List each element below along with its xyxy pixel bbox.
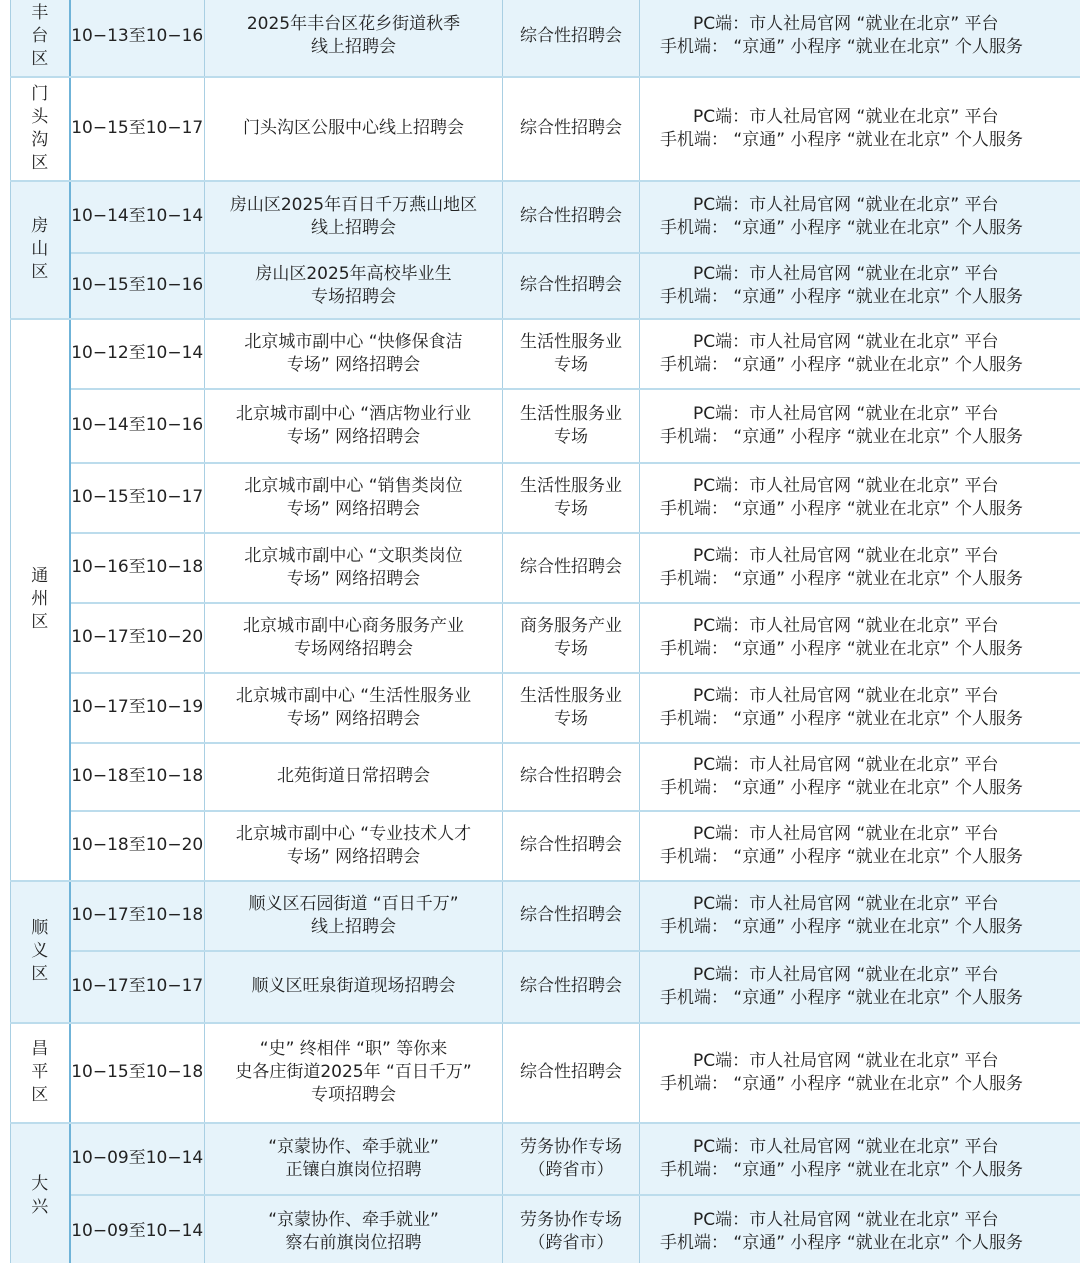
- event-type-cell: 劳务协作专场 （跨省市）: [503, 1123, 640, 1195]
- event-type-cell: 生活性服务业 专场: [503, 463, 640, 533]
- table-row: [11, 1023, 1080, 1123]
- event-name-cell: 顺义区石园街道 “百日千万” 线上招聘会: [205, 881, 503, 951]
- pc-access-text: PC端：市人社局官网 “就业在北京” 平台: [693, 893, 999, 914]
- mobile-access-text: 手机端： “京通” 小程序 “就业在北京” 个人服务: [660, 37, 1023, 58]
- district-cell: 昌 平 区: [11, 1023, 70, 1123]
- event-type-cell: 生活性服务业 专场: [503, 673, 640, 743]
- event-type-cell: 综合性招聘会: [503, 811, 640, 881]
- date-cell: 10−15至10−16: [70, 253, 205, 319]
- access-method-cell: [640, 0, 1080, 77]
- pc-access-text: PC端：市人社局官网 “就业在北京” 平台: [693, 1050, 999, 1071]
- pc-access-text: PC端：市人社局官网 “就业在北京” 平台: [693, 615, 999, 636]
- access-method-cell: [640, 743, 1080, 811]
- date-cell: 10−17至10−17: [70, 951, 205, 1023]
- event-name-cell: 北京城市副中心 “销售类岗位 专场” 网络招聘会: [205, 463, 503, 533]
- pc-access-text: PC端：市人社局官网 “就业在北京” 平台: [693, 263, 999, 284]
- event-name-cell: “京蒙协作、牵手就业” 正镶白旗岗位招聘: [205, 1123, 503, 1195]
- access-method-cell: [640, 181, 1080, 253]
- pc-access-text: PC端：市人社局官网 “就业在北京” 平台: [693, 403, 999, 424]
- event-type-cell: 综合性招聘会: [503, 881, 640, 951]
- mobile-access-text: 手机端： “京通” 小程序 “就业在北京” 个人服务: [660, 129, 1023, 150]
- pc-access-text: PC端：市人社局官网 “就业在北京” 平台: [693, 1136, 999, 1157]
- pc-access-text: PC端：市人社局官网 “就业在北京” 平台: [693, 1209, 999, 1230]
- district-cell: 大 兴: [11, 1123, 70, 1263]
- date-cell: 10−16至10−18: [70, 533, 205, 603]
- event-type-cell: 劳务协作专场 （跨省市）: [503, 1195, 640, 1263]
- access-method-cell: [640, 533, 1080, 603]
- access-method-cell: [640, 463, 1080, 533]
- event-name-cell: 北京城市副中心商务服务产业 专场网络招聘会: [205, 603, 503, 673]
- event-name-cell: 北京城市副中心 “生活性服务业 专场” 网络招聘会: [205, 673, 503, 743]
- event-name-cell: 2025年丰台区花乡街道秋季 线上招聘会: [205, 0, 503, 77]
- pc-access-text: PC端：市人社局官网 “就业在北京” 平台: [693, 545, 999, 566]
- event-type-cell: 综合性招聘会: [503, 743, 640, 811]
- date-cell: 10−09至10−14: [70, 1123, 205, 1195]
- table-row: [11, 951, 1080, 1023]
- mobile-access-text: 手机端： “京通” 小程序 “就业在北京” 个人服务: [660, 1232, 1023, 1253]
- access-method-cell: [640, 1123, 1080, 1195]
- access-method-cell: [640, 389, 1080, 463]
- event-name-cell: 房山区2025年高校毕业生 专场招聘会: [205, 253, 503, 319]
- access-method-cell: [640, 951, 1080, 1023]
- district-cell: 门 头 沟 区: [11, 77, 70, 181]
- pc-access-text: PC端：市人社局官网 “就业在北京” 平台: [693, 964, 999, 985]
- event-name-cell: 北京城市副中心 “酒店物业行业 专场” 网络招聘会: [205, 389, 503, 463]
- mobile-access-text: 手机端： “京通” 小程序 “就业在北京” 个人服务: [660, 638, 1023, 659]
- district-cell: 房 山 区: [11, 181, 70, 319]
- event-type-cell: 综合性招聘会: [503, 181, 640, 253]
- access-method-cell: [640, 811, 1080, 881]
- event-type-cell: 综合性招聘会: [503, 951, 640, 1023]
- event-type-cell: 综合性招聘会: [503, 0, 640, 77]
- event-name-cell: 北京城市副中心 “专业技术人才 专场” 网络招聘会: [205, 811, 503, 881]
- job-fair-schedule-table: [10, 0, 1080, 1263]
- district-cell: 通 州 区: [11, 319, 70, 881]
- mobile-access-text: 手机端： “京通” 小程序 “就业在北京” 个人服务: [660, 987, 1023, 1008]
- event-name-cell: 门头沟区公服中心线上招聘会: [205, 77, 503, 181]
- date-cell: 10−15至10−18: [70, 1023, 205, 1123]
- mobile-access-text: 手机端： “京通” 小程序 “就业在北京” 个人服务: [660, 1159, 1023, 1180]
- mobile-access-text: 手机端： “京通” 小程序 “就业在北京” 个人服务: [660, 1073, 1023, 1094]
- table-row: [11, 743, 1080, 811]
- event-type-cell: 生活性服务业 专场: [503, 389, 640, 463]
- event-type-cell: 商务服务产业 专场: [503, 603, 640, 673]
- event-name-cell: 房山区2025年百日千万燕山地区 线上招聘会: [205, 181, 503, 253]
- pc-access-text: PC端：市人社局官网 “就业在北京” 平台: [693, 685, 999, 706]
- date-cell: 10−13至10−16: [70, 0, 205, 77]
- table-row: [11, 319, 1080, 389]
- mobile-access-text: 手机端： “京通” 小程序 “就业在北京” 个人服务: [660, 708, 1023, 729]
- table-row: [11, 0, 1080, 77]
- event-type-cell: 综合性招聘会: [503, 533, 640, 603]
- event-name-cell: 北京城市副中心 “快修保食洁 专场” 网络招聘会: [205, 319, 503, 389]
- table-row: [11, 603, 1080, 673]
- table-row: [11, 533, 1080, 603]
- mobile-access-text: 手机端： “京通” 小程序 “就业在北京” 个人服务: [660, 846, 1023, 867]
- event-name-cell: 顺义区旺泉街道现场招聘会: [205, 951, 503, 1023]
- district-cell: 丰 台 区: [11, 0, 70, 77]
- table-row: [11, 389, 1080, 463]
- date-cell: 10−18至10−18: [70, 743, 205, 811]
- event-name-cell: “史” 终相伴 “职” 等你来 史各庄街道2025年 “百日千万” 专项招聘会: [205, 1023, 503, 1123]
- date-cell: 10−18至10−20: [70, 811, 205, 881]
- district-cell: 顺 义 区: [11, 881, 70, 1023]
- pc-access-text: PC端：市人社局官网 “就业在北京” 平台: [693, 823, 999, 844]
- date-cell: 10−15至10−17: [70, 463, 205, 533]
- mobile-access-text: 手机端： “京通” 小程序 “就业在北京” 个人服务: [660, 354, 1023, 375]
- table-body: [11, 0, 1080, 1263]
- table-row: [11, 253, 1080, 319]
- access-method-cell: [640, 77, 1080, 181]
- event-name-cell: 北苑街道日常招聘会: [205, 743, 503, 811]
- date-cell: 10−17至10−18: [70, 881, 205, 951]
- pc-access-text: PC端：市人社局官网 “就业在北京” 平台: [693, 754, 999, 775]
- pc-access-text: PC端：市人社局官网 “就业在北京” 平台: [693, 194, 999, 215]
- access-method-cell: [640, 253, 1080, 319]
- table-row: [11, 811, 1080, 881]
- event-name-cell: 北京城市副中心 “文职类岗位 专场” 网络招聘会: [205, 533, 503, 603]
- pc-access-text: PC端：市人社局官网 “就业在北京” 平台: [693, 106, 999, 127]
- pc-access-text: PC端：市人社局官网 “就业在北京” 平台: [693, 475, 999, 496]
- mobile-access-text: 手机端： “京通” 小程序 “就业在北京” 个人服务: [660, 498, 1023, 519]
- date-cell: 10−17至10−20: [70, 603, 205, 673]
- event-type-cell: 生活性服务业 专场: [503, 319, 640, 389]
- date-cell: 10−17至10−19: [70, 673, 205, 743]
- pc-access-text: PC端：市人社局官网 “就业在北京” 平台: [693, 331, 999, 352]
- access-method-cell: [640, 603, 1080, 673]
- table-row: [11, 463, 1080, 533]
- event-type-cell: 综合性招聘会: [503, 253, 640, 319]
- pc-access-text: PC端：市人社局官网 “就业在北京” 平台: [693, 14, 999, 35]
- table-row: [11, 181, 1080, 253]
- event-type-cell: 综合性招聘会: [503, 77, 640, 181]
- access-method-cell: [640, 881, 1080, 951]
- table-row: [11, 1195, 1080, 1263]
- date-cell: 10−15至10−17: [70, 77, 205, 181]
- table-row: [11, 77, 1080, 181]
- access-method-cell: [640, 319, 1080, 389]
- table-row: [11, 881, 1080, 951]
- event-name-cell: “京蒙协作、牵手就业” 察右前旗岗位招聘: [205, 1195, 503, 1263]
- access-method-cell: [640, 1023, 1080, 1123]
- date-cell: 10−09至10−14: [70, 1195, 205, 1263]
- access-method-cell: [640, 1195, 1080, 1263]
- date-cell: 10−14至10−16: [70, 389, 205, 463]
- table-row: [11, 1123, 1080, 1195]
- event-type-cell: 综合性招聘会: [503, 1023, 640, 1123]
- mobile-access-text: 手机端： “京通” 小程序 “就业在北京” 个人服务: [660, 217, 1023, 238]
- mobile-access-text: 手机端： “京通” 小程序 “就业在北京” 个人服务: [660, 426, 1023, 447]
- mobile-access-text: 手机端： “京通” 小程序 “就业在北京” 个人服务: [660, 916, 1023, 937]
- access-method-cell: [640, 673, 1080, 743]
- date-cell: 10−14至10−14: [70, 181, 205, 253]
- date-cell: 10−12至10−14: [70, 319, 205, 389]
- mobile-access-text: 手机端： “京通” 小程序 “就业在北京” 个人服务: [660, 568, 1023, 589]
- mobile-access-text: 手机端： “京通” 小程序 “就业在北京” 个人服务: [660, 286, 1023, 307]
- mobile-access-text: 手机端： “京通” 小程序 “就业在北京” 个人服务: [660, 777, 1023, 798]
- table-row: [11, 673, 1080, 743]
